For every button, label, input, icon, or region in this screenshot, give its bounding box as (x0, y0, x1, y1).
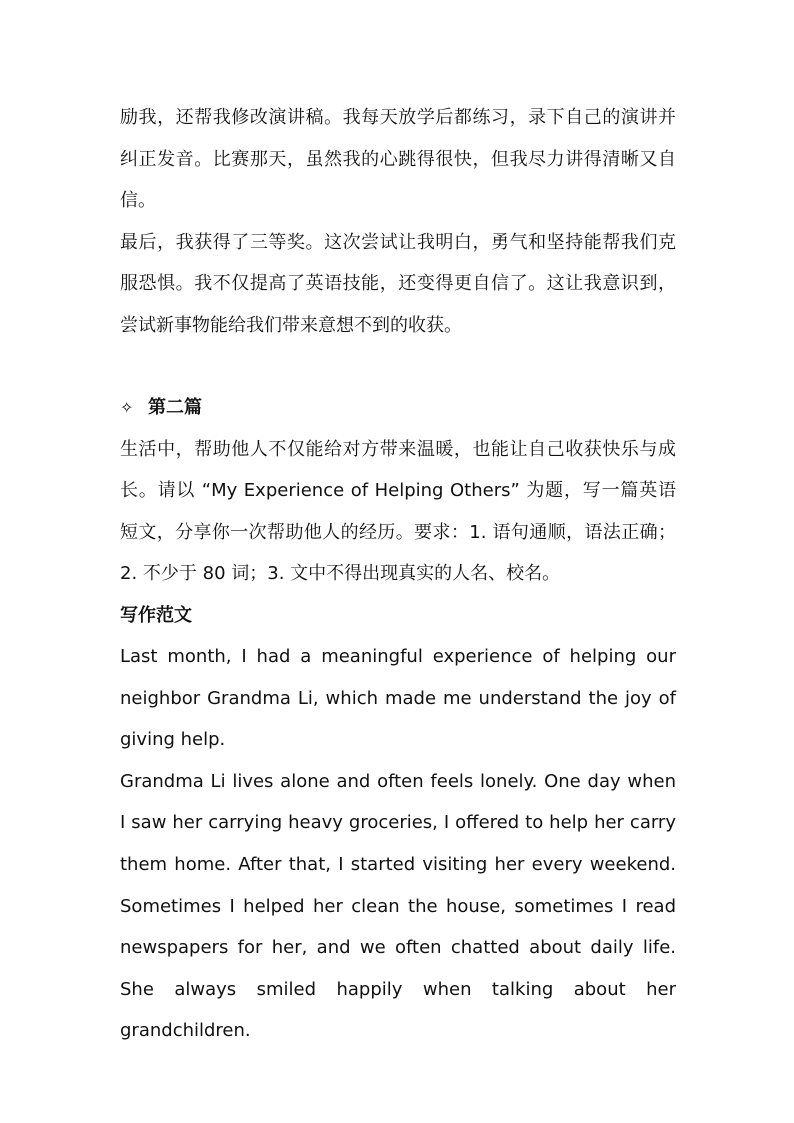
section-title: 第二篇 (148, 397, 202, 418)
sample-heading: 写作范文 (120, 604, 192, 626)
section-spacer (120, 346, 676, 387)
sample-paragraph: Last month, I had a meaningful experience of helping our neighbor Grandma Li, which made me understand the joy of giving help. (120, 646, 676, 751)
sample-paragraph: Grandma Li lives alone and often feels lonely. One day when I saw her carrying heavy groceries, I offered to help her carry them home. After that, I started visiting her every weekend. Sometimes I helped her clean the house, sometimes I read newspapers for her, and we often chatted about daily life. She always smiled happily when talking about her grandchildren. (120, 770, 676, 1042)
sparkle-icon: ✧ (120, 398, 134, 417)
essay1-paragraph: 最后，我获得了三等奖。这次尝试让我明白，勇气和坚持能帮我们克服恐惧。我不仅提高了英语技能，还变得更自信了。这让我意识到，尝试新事物能给我们带来意想不到的收获。 (120, 231, 676, 336)
writing-prompt: 生活中，帮助他人不仅能给对方带来温暖，也能让自己收获快乐与成长。请以 “My Experience of Helping Others” 为题，写一篇英语短文，分享你一次帮助他人的经历。要求：1. 语句通顺，语法正确；2. 不少于 80 词；3. 文中不得出现真实的人名、校名。 (120, 438, 676, 584)
document-page (120, 97, 676, 1052)
essay1-paragraph: 励我，还帮我修改演讲稿。我每天放学后都练习，录下自己的演讲并纠正发音。比赛那天，虽然我的心跳得很快，但我尽力讲得清晰又自信。 (120, 107, 676, 211)
section-heading (120, 387, 676, 429)
